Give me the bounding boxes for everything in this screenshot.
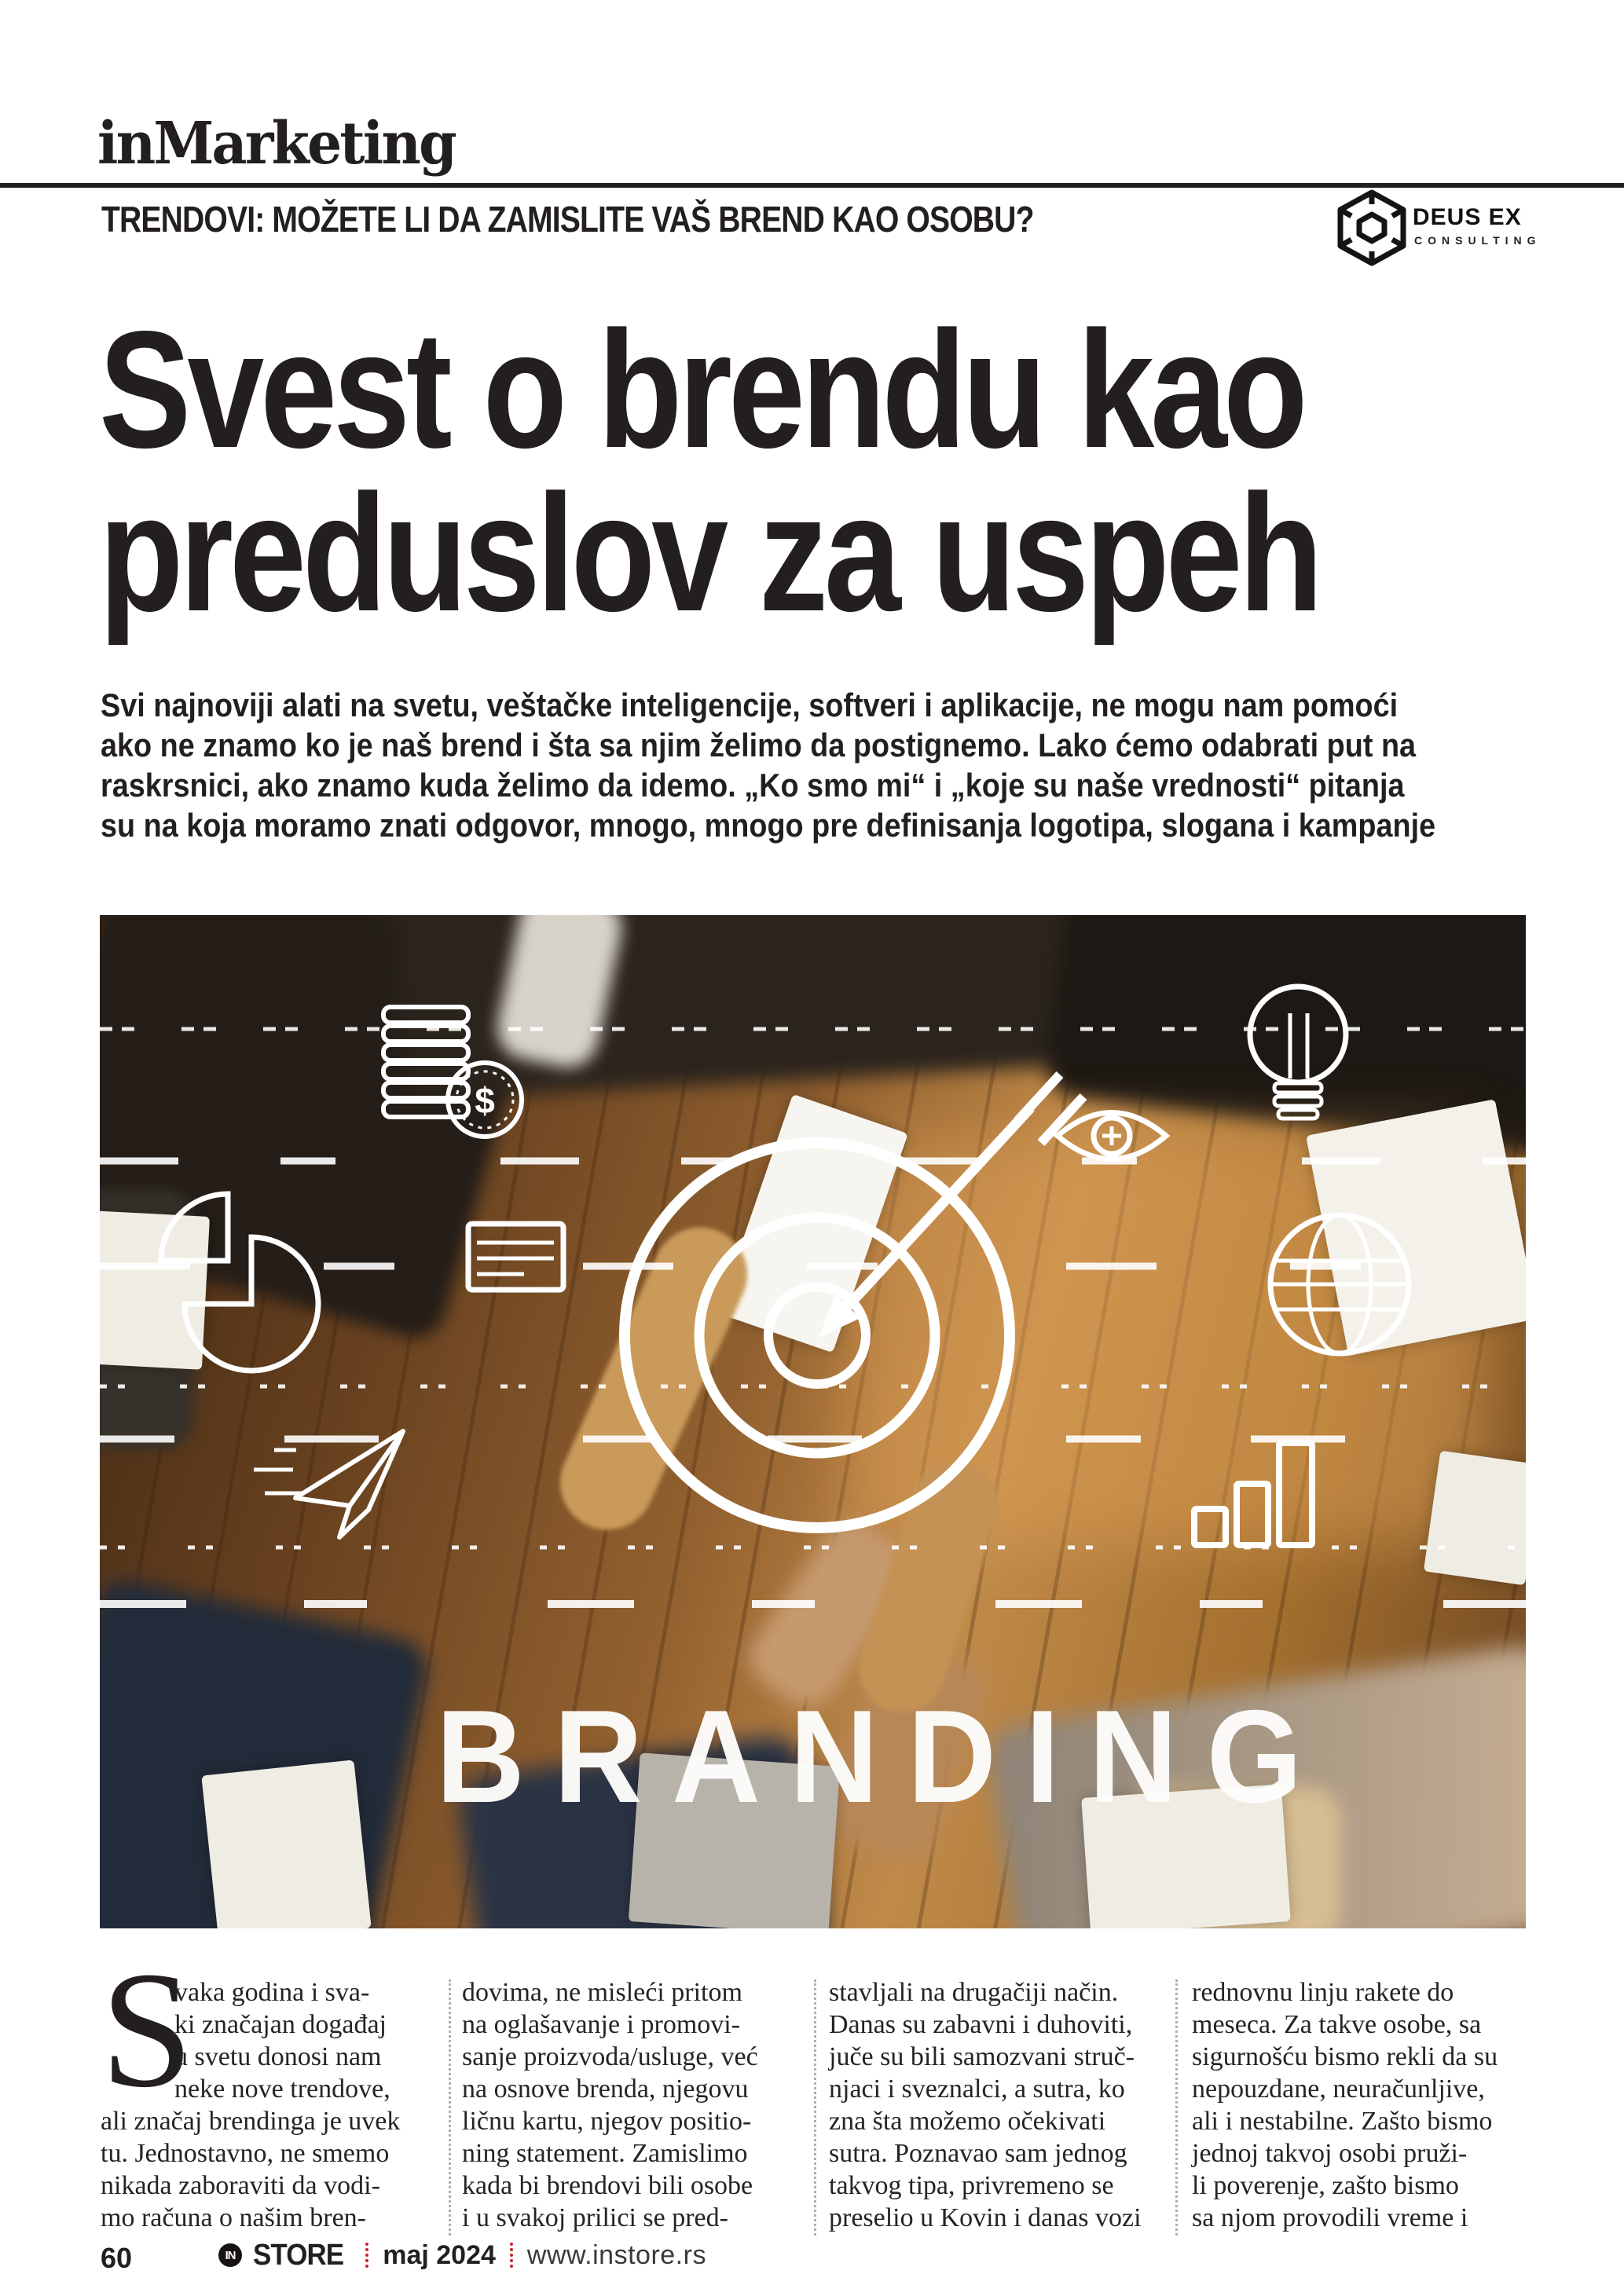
lead-line: raskrsnici, ako znamo kuda želimo da idemo. „Ko smo mi“ i „koje su naše vrednosti“ pitanja [101,767,1405,804]
magazine-logo: STORE [253,2238,344,2272]
coins-icon [383,1007,522,1137]
target-arrow-icon [625,1075,1083,1528]
instore-circle-icon: IN [218,2243,242,2267]
article-line: stavljali na drugačiji način. [829,1978,1119,2007]
article-line: meseca. Za takve osobe, sa [1192,2010,1482,2039]
article-line: nikada zaboraviti da vodi- [101,2171,380,2200]
issue-date: maj 2024 [383,2239,496,2270]
article-line: sigurnošću bismo rekli da su [1192,2042,1498,2071]
article-line: njaci i sveznalci, a sutra, ko [829,2074,1125,2104]
svg-text:$: $ [475,1080,495,1121]
article-column-1 [101,1937,427,2234]
lead-line: su na koja moramo znati odgovor, mnogo, mnogo pre definisanja logotipa, slogana i kampanje [101,807,1436,844]
article-line: preselio u Kovin i danas vozi [829,2203,1142,2232]
article-line: sutra. Poznavao sam jednog [829,2139,1127,2168]
deus-ex-subtitle: CONSULTING [1414,234,1542,247]
article-line: sa njom provodili vreme i [1192,2203,1468,2232]
section-brand: inMarketing [97,110,455,178]
article-line: na oglašavanje i promovi- [462,2010,741,2039]
article-line: ning statement. Zamislimo [462,2139,748,2168]
column-separator [449,1979,451,2236]
deus-ex-name: DEUS EX [1413,204,1522,230]
article-line: juče su bili samozvani struč- [829,2042,1135,2071]
globe-icon [1270,1215,1409,1353]
deus-ex-logo [1336,189,1571,267]
article-line: rednovnu linju rakete do [1192,1978,1454,2007]
pie-chart-icon [161,1194,318,1371]
drop-cap: S [101,1937,193,2122]
article-column-3 [829,1976,1155,2234]
headline-line-2: preduslov za uspeh [99,460,1320,646]
article-line: ali i nestabilne. Zašto bismo [1192,2107,1493,2136]
photo-caption: BRANDING [436,1683,1332,1830]
article-line: takvog tipa, privremeno se [829,2171,1114,2200]
footer-separator [365,2243,368,2268]
article-line: i u svakoj prilici se pred- [462,2203,728,2232]
footer-separator [510,2243,513,2268]
kicker: TRENDOVI: MOŽETE LI DA ZAMISLITE VAŠ BREND KAO OSOBU? [101,199,1034,240]
website-url: www.instore.rs [526,2239,706,2270]
lead-line: ako ne znamo ko je naš brend i šta sa njim želimo da postignemo. Lako ćemo odabrati put na [101,727,1417,764]
article-line: neke nove trendove, [174,2074,390,2104]
article-line: jednoj takvoj osobi pruži- [1192,2139,1468,2168]
article-line: li poverenje, zašto bismo [1192,2171,1459,2200]
deus-ex-hexagon-icon [1336,189,1408,267]
article-line: Danas su zabavni i duhoviti, [829,2010,1133,2039]
article-column-4 [1192,1976,1518,2234]
article-line: kada bi brendovi bili osobe [462,2171,753,2200]
article-line: mo računa o našim bren- [101,2203,366,2232]
article-line: vaka godina i sva- [174,1978,370,2007]
page-footer [0,2237,1624,2273]
article-line: zna šta možemo očekivati [829,2107,1106,2136]
article-line: u svetu donosi nam [174,2042,382,2071]
article-line: na osnove brenda, njegovu [462,2074,749,2104]
article-line: sanje proizvoda/usluge, već [462,2042,758,2071]
branding-photo [100,915,1526,1928]
lead-line: Svi najnoviji alati na svetu, veštačke inteligencije, softveri i aplikacije, ne mogu nam pomoći [101,687,1399,723]
eye-icon [1058,1113,1166,1159]
lightbulb-icon [1250,987,1346,1119]
column-separator [1175,1979,1178,2236]
article-line: ki značajan događaj [174,2010,387,2039]
masthead-rule [0,183,1624,188]
page-number: 60 [101,2242,133,2274]
article-line: dovima, ne misleći pritom [462,1978,742,2007]
bar-chart-icon [1194,1443,1312,1545]
document-card-icon [468,1224,563,1290]
article-line: nepouzdane, neuračunljive, [1192,2074,1485,2104]
article-line: ličnu kartu, njegov positio- [462,2107,752,2136]
article-line: tu. Jednostavno, ne smemo [101,2139,390,2168]
headline-line-1: Svest o brendu kao [99,296,1304,482]
article-line: ali značaj brendinga je uvek [101,2107,401,2136]
column-separator [814,1979,816,2236]
paper-plane-icon [254,1431,403,1537]
article-column-2 [462,1976,788,2234]
